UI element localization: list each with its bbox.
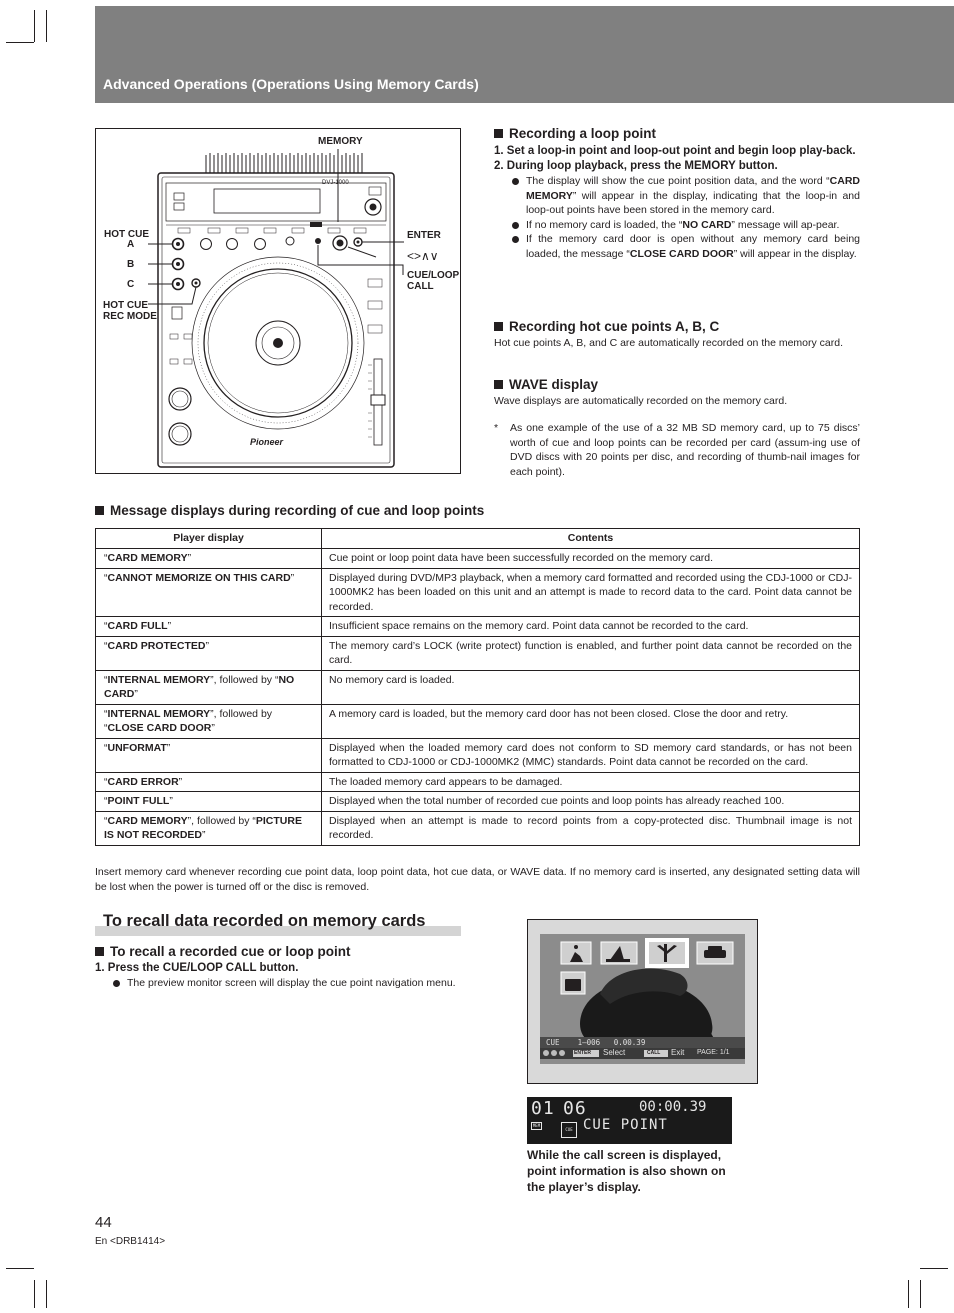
table-row [96, 636, 860, 670]
cue-status-text: CUE 1–006 0.00.39 [546, 1038, 646, 1047]
section-square-icon [95, 506, 104, 515]
lcd-text: CUE POINT [583, 1117, 668, 1133]
hot-cue-body: Hot cue points A, B, and C are automatically recorded on the memory card. [494, 337, 844, 349]
header-contents: Contents [322, 529, 860, 549]
header-band [95, 6, 954, 103]
message-table [95, 528, 860, 846]
player-display-cell: “POINT FULL” [96, 792, 322, 812]
hot-cue-label: HOT CUE [104, 229, 149, 240]
contents-cell: A memory card is loaded, but the memory card door has not been closed. Close the door and retry. [322, 704, 860, 738]
wave-heading [494, 377, 598, 392]
select-label: Select [603, 1048, 626, 1057]
hot-cue-rec-mode-label [103, 300, 157, 322]
table-row [96, 704, 860, 738]
loop-bullet-3: If the memory card door is open without any memory card being loaded, the message “CLOSE CARD DOOR” will appear in the display. [510, 232, 860, 261]
contents-cell: Displayed during DVD/MP3 playback, when a memory card formatted and recorded using the CDJ-1000 or CDJ-1000MK2 has been loaded on this unit and an attempt is made to record data to the card. Point data cannot be recorded. [322, 568, 860, 617]
contents-cell: Displayed when an attempt is made to record points from a copy-protected disc. Thumbnail image is not recorded. [322, 811, 860, 845]
recall-bullet-1: The preview monitor screen will display the cue point navigation menu. [111, 976, 461, 991]
table-row [96, 792, 860, 812]
preview-monitor-screen [527, 919, 758, 1084]
contents-cell: Displayed when the total number of recorded cue points and loop points has already reached 100. [322, 792, 860, 812]
recording-loop-body [494, 144, 860, 261]
contents-cell: Cue point or loop point data have been successfully recorded on the memory card. [322, 549, 860, 569]
cue-loop-call-line2: CALL [407, 281, 434, 292]
recall-title: To recall data recorded on memory cards [103, 912, 426, 930]
table-row [96, 568, 860, 617]
caption: While the call screen is displayed, point information is also shown on the player’s display. [527, 1148, 726, 1194]
section-square-icon [494, 322, 503, 331]
note-text: As one example of the use of a 32 MB SD memory card, up to 75 discs’ worth of cue and loop points can be recorded per card (assum-ing use of DVD discs with 20 points per disc, and recording of thumb-nail images for each point). [510, 422, 860, 478]
contents-cell: No memory card is loaded. [322, 670, 860, 704]
hot-cue-title: Recording hot cue points A, B, C [509, 319, 720, 334]
table-header-row [96, 529, 860, 549]
cue-loop-call-label [407, 270, 459, 292]
memory-label: MEMORY [318, 136, 363, 147]
recording-loop-title: Recording a loop point [509, 126, 656, 141]
dvj-model-label: DVJ-1000 [322, 180, 349, 186]
player-display-cell: “CARD ERROR” [96, 772, 322, 792]
recall-body [95, 961, 461, 991]
lcd-badge-cue: CUE [561, 1122, 577, 1138]
contents-cell: The memory card’s LOCK (write protect) function is enabled, and further point data cannot be recorded on the card. [322, 636, 860, 670]
header-player-display: Player display [96, 529, 322, 549]
table-row [96, 738, 860, 772]
cue-loop-call-line1: CUE/LOOP [407, 270, 460, 281]
page-indicator: PAGE: 1/1 [697, 1049, 730, 1056]
contents-cell: The loaded memory card appears to be damaged. [322, 772, 860, 792]
section-square-icon [494, 380, 503, 389]
recall-sub-title: To recall a recorded cue or loop point [110, 944, 351, 959]
player-display-cell: “CANNOT MEMORIZE ON THIS CARD” [96, 568, 322, 617]
wave-title: WAVE display [509, 377, 599, 392]
lcd-track: 01 [531, 1098, 555, 1119]
table-row [96, 617, 860, 637]
section-square-icon [95, 947, 104, 956]
messages-footnote: Insert memory card whenever recording cue point data, loop point data, hot cue data, or WAVE data. If no memory card is inserted, any designated setting data will be lost when the power is turned off or the disc is removed. [95, 866, 860, 893]
header-title: Advanced Operations (Operations Using Memory Cards) [103, 76, 479, 92]
exit-label: Exit [671, 1048, 685, 1057]
loop-step-2: 2. During loop playback, press the MEMORY button. [494, 160, 778, 172]
table-row [96, 772, 860, 792]
arrows-label: <>∧∨ [407, 249, 439, 263]
player-display-cell: “UNFORMAT” [96, 738, 322, 772]
recall-step-1: 1. Press the CUE/LOOP CALL button. [95, 962, 299, 974]
player-display-cell: “INTERNAL MEMORY”, followed by “NO CARD” [96, 670, 322, 704]
cue-navigation-menu [540, 934, 745, 1064]
note-asterisk: * [494, 422, 499, 434]
recording-loop-heading [494, 126, 656, 141]
player-display-cell: “CARD MEMORY”, followed by “PICTURE IS NOT RECORDED” [96, 811, 322, 845]
hot-cue-c-label: C [127, 279, 135, 290]
call-key-label: CALL [647, 1050, 661, 1056]
wave-note [494, 421, 860, 479]
lcd-badge-memory: MEM [532, 1123, 541, 1128]
loop-step-1: 1. Set a loop-in point and loop-out point and begin loop play-back. [494, 145, 856, 157]
player-display-cell: “CARD MEMORY” [96, 549, 322, 569]
section-square-icon [494, 129, 503, 138]
enter-key-label: ENTER [574, 1050, 591, 1056]
player-display-cell: “INTERNAL MEMORY”, followed by “CLOSE CARD DOOR” [96, 704, 322, 738]
contents-cell: Displayed when the loaded memory card does not conform to SD memory card standards, or has not been formatted to CDJ-1000 or CDJ-1000MK2 (MMC) standards. Point data cannot be recorded on the card. [322, 738, 860, 772]
device-illustration [95, 128, 461, 474]
recall-subheading [95, 944, 351, 959]
hot-cue-b-label: B [127, 259, 135, 270]
table-row [96, 811, 860, 845]
player-lcd-display [527, 1097, 732, 1144]
page-number: 44 [95, 1214, 112, 1231]
player-display-cell: “CARD FULL” [96, 617, 322, 637]
loop-bullet-1: The display will show the cue point position data, and the word “CARD MEMORY” will appear in the display, indicating that the loop-in and loop-out points have been stored in the memory card. [510, 174, 860, 218]
hot-cue-rec-mode-line1: HOT CUE [103, 300, 148, 311]
lcd-index: 06 [563, 1098, 587, 1119]
pioneer-logo: Pioneer [250, 437, 284, 447]
table-row [96, 670, 860, 704]
messages-title: Message displays during recording of cue and loop points [110, 503, 485, 518]
hot-cue-heading [494, 319, 719, 334]
messages-heading [95, 503, 484, 518]
contents-cell: Insufficient space remains on the memory card. Point data cannot be recorded to the card. [322, 617, 860, 637]
enter-label: ENTER [407, 230, 441, 241]
doc-code: En <DRB1414> [95, 1236, 166, 1247]
table-row [96, 549, 860, 569]
lcd-time: 00:00.39 [639, 1099, 707, 1115]
hot-cue-rec-mode-line2: REC MODE [103, 311, 157, 322]
loop-bullet-2: If no memory card is loaded, the “NO CARD” message will ap-pear. [510, 218, 860, 233]
wave-body: Wave displays are automatically recorded on the memory card. [494, 395, 788, 407]
hot-cue-a-label: A [127, 239, 135, 250]
player-display-cell: “CARD PROTECTED” [96, 636, 322, 670]
